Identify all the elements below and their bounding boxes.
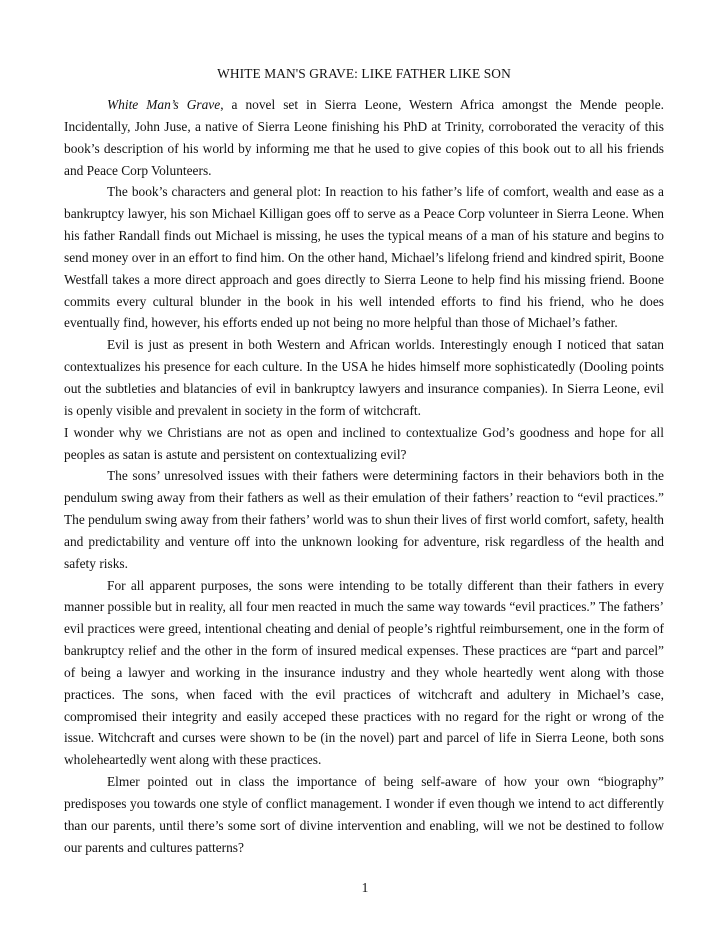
paragraph-evil: Evil is just as present in both Western and African worlds. Interestingly enough I noticed that satan contextualizes his presence for each culture. In the USA he hides himself more sophisticatedly (Dooling points out the subtleties and blatancies of evil in bankruptcy lawyers and insurance companies). In Sierra Leone, evil is openly visible and prevalent in society in the form of witchcraft. (64, 337, 664, 418)
paragraph-intro (64, 94, 664, 181)
paragraph-sons: The sons’ unresolved issues with their fathers were determining factors in their behaviors both in the pendulum swing away from their fathers as well as their emulation of their fathers’ reaction to “evil practices.” The pendulum swing away from their fathers’ world was to shun their lives of first world comfort, safety, health and predictability and venture off into the unknown looking for adventure, risk regardless of the health and safety risks. (64, 468, 664, 571)
paragraph-intro-text: , a novel set in Sierra Leone, Western Africa amongst the Mende people. Incidentally, John Juse, a native of Sierra Leone finishing his PhD at Trinity, corroborated the veracity of this book’s description of his world by informing me that he used to give copies of this book out to all his friends and Peace Corp Volunteers. (64, 97, 664, 178)
page-number: 1 (361, 880, 369, 895)
document-title: WHITE MAN'S GRAVE: LIKE FATHER LIKE SON (217, 66, 511, 81)
document-body (64, 94, 664, 859)
paragraph-plot: The book’s characters and general plot: In reaction to his father’s life of comfort, wealth and ease as a bankruptcy lawyer, his son Michael Killigan goes off to serve as a Peace Corp volunteer in Sierra Leone. When his father Randall finds out Michael is missing, he uses the typical means of a man of his stature and begins to send money over in an effort to find him. On the other hand, Michael’s lifelong friend and kindred spirit, Boone Westfall takes a more direct approach and goes directly to Sierra Leone to help find his missing friend. Boone commits every cultural blunder in the book in his well intended efforts to find his friend, who he does eventually find, however, his efforts ended up not being no more helpful than those of Michael’s father. (64, 184, 664, 331)
paragraph-elmer: Elmer pointed out in class the importance of being self-aware of how your own “biography” predisposes you towards one style of conflict management. I wonder if even though we intend to act differently than our parents, until there’s some sort of divine intervention and enabling, will we not be destined to follow our parents and cultures patterns? (64, 774, 664, 855)
paragraph-practices: For all apparent purposes, the sons were intending to be totally different than their fathers in every manner possible but in reality, all four men reacted in much the same way towards “evil practices.” The fathers’ evil practices were greed, intentional cheating and denial of people’s rightful reimbursement, one in the form of bankruptcy relief and the other in the form of insured medical expenses. These practices are “part and parcel” of being a lawyer and working in the insurance industry and they whole heartedly went along with those practices. The sons, when faced with the evil practices of witchcraft and adultery in Michael’s case, compromised their integrity and easily acceped these practices with no regard for the right or wrong of the issue. Witchcraft and curses were shown to be (in the novel) part and parcel of life in Sierra Leone, both sons wholeheartedly went along with these practices. (64, 577, 664, 768)
paragraph-wonder: I wonder why we Christians are not as open and inclined to contextualize God’s goodness and hope for all peoples as satan is astute and persistent on contextualizing evil? (64, 424, 664, 462)
book-title-italic: White Man’s Grave (107, 97, 221, 112)
